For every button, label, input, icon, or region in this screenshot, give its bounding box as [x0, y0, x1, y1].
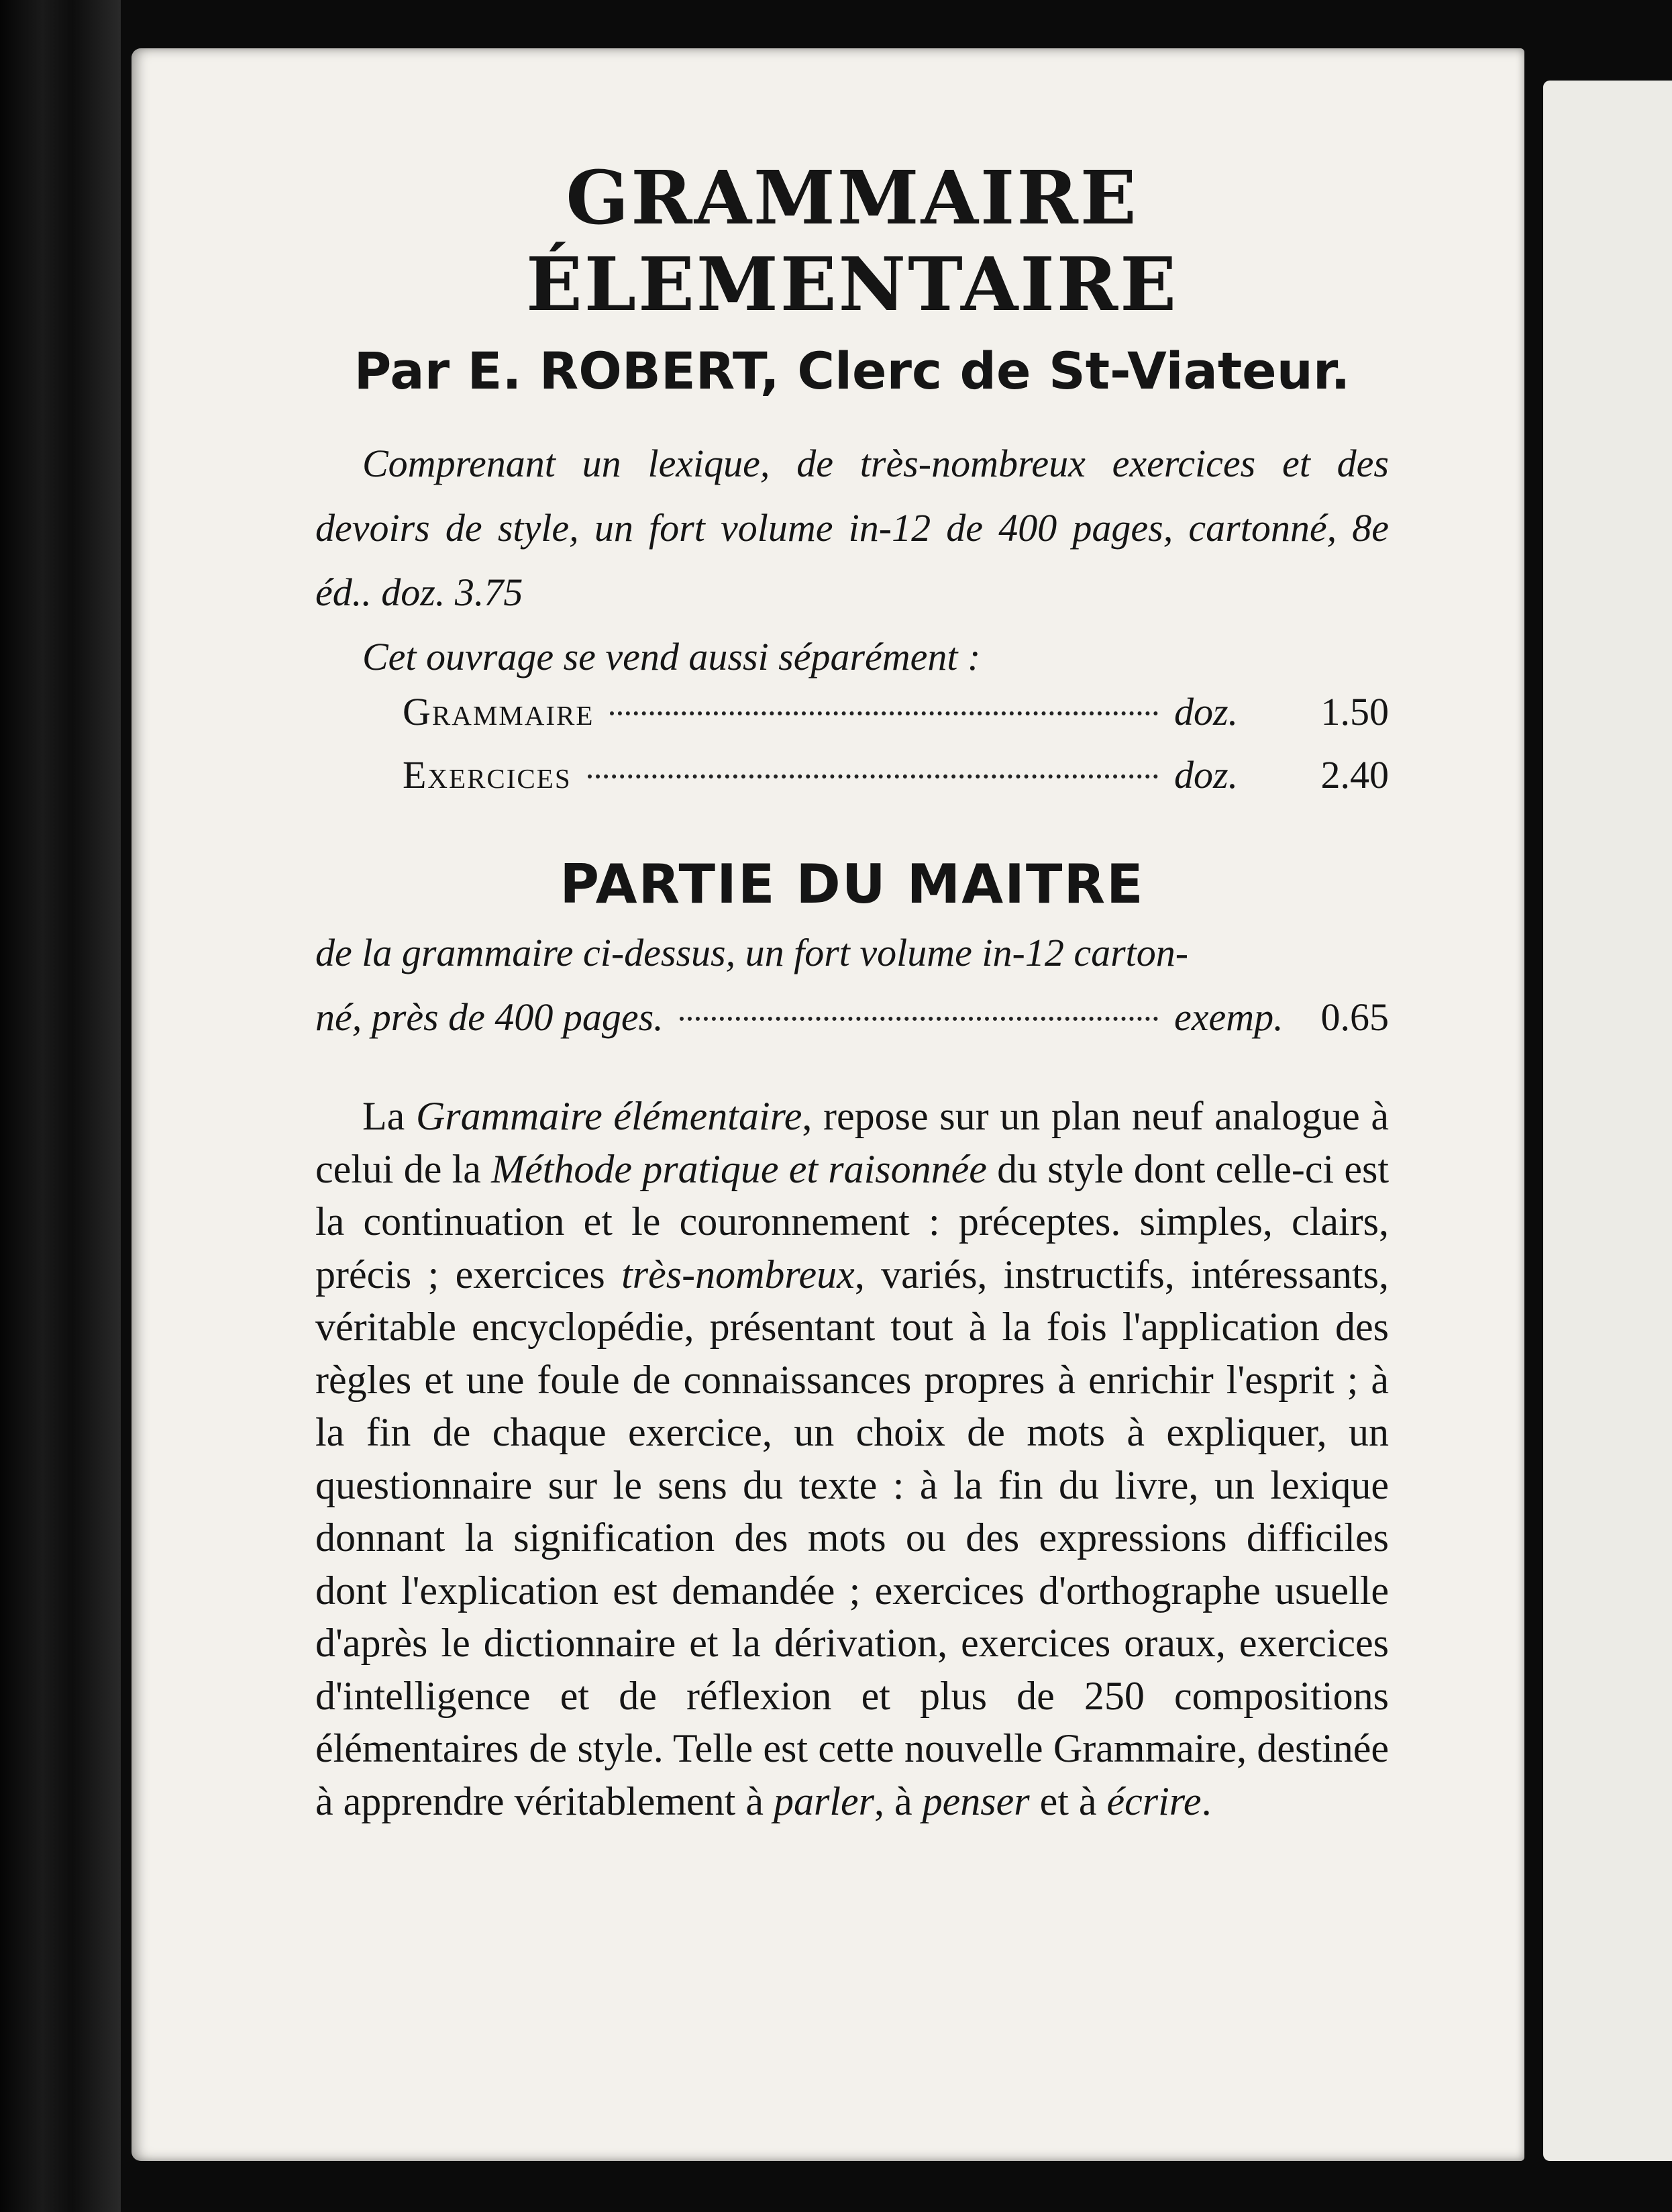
author-byline: Par E. ROBERT, Clerc de St-Viateur.: [354, 341, 1351, 401]
body-text: La: [362, 1094, 416, 1138]
price-item-name: Grammaire: [403, 690, 594, 734]
body-emphasis: écrire: [1106, 1778, 1202, 1823]
body-emphasis: très-nombreux: [621, 1252, 855, 1297]
dot-leader: [588, 774, 1158, 778]
teacher-description: de la grammaire ci-dessus, un fort volume in-12 carton-: [315, 931, 1189, 974]
price-value: 1.50: [1320, 690, 1389, 734]
body-text: du style dont celle-ci est la continuation et le couronnement : préceptes. simples, clairs, précis ; exercices: [315, 1146, 1389, 1297]
teacher-unit: exemp.: [1174, 995, 1284, 1039]
teacher-price: 0.65: [1320, 995, 1389, 1039]
separately-note: Cet ouvrage se vend aussi séparément :: [362, 635, 981, 678]
body-emphasis: penser: [922, 1778, 1030, 1823]
body-text: , à: [874, 1778, 923, 1823]
body-text: et à: [1029, 1778, 1107, 1823]
body-emphasis: parler: [773, 1778, 874, 1823]
dot-leader: [610, 711, 1158, 715]
body-text: .: [1201, 1778, 1212, 1823]
teacher-line-1: [315, 930, 1389, 995]
body-text: , repose sur un plan neuf analogue à celui de la: [315, 1094, 1390, 1191]
advertisement-text: [315, 154, 1389, 1827]
book-spine: [0, 0, 121, 2212]
body-emphasis: Méthode pratique et raisonnée: [491, 1146, 987, 1191]
body-text: , variés, instructifs, intéressants, véritable encyclopédie, présentant tout à la fois l'application des règles et une foule de connaissances propres à enrichir l'esprit ; à la fin de chaque exercice, un choix de mots à expliquer, un questionnaire sur le sens du texte : à la fin du livre, un lexique donnant la signification des mots ou des expressions difficiles dont l'explication est demandée ; exercices d'orthographe usuelle d'après le dictionnaire et la dérivation, exercices oraux, exercices d'intelligence et de réflexion et plus de 250 compositions élémentaires de style. Telle est cette nouvelle Grammaire, destinée à apprendre véritablement à: [315, 1252, 1389, 1823]
dot-leader: [680, 1017, 1158, 1021]
price-unit: doz.: [1174, 690, 1239, 734]
price-list: [315, 689, 1389, 815]
price-value: 2.40: [1320, 753, 1389, 797]
price-row: [315, 752, 1389, 815]
body-emphasis: Grammaire élémentaire: [415, 1094, 802, 1138]
price-unit: doz.: [1174, 753, 1239, 797]
book-description: Comprenant un lexique, de très-nombreux exercices et des devoirs de style, un fort volume in-12 de 400 pages, cartonné, 8e éd.. doz. 3.75: [315, 442, 1389, 614]
teacher-description-cont: né, près de 400 pages.: [315, 995, 664, 1039]
teacher-section-title: PARTIE DU MAITRE: [560, 853, 1145, 915]
facing-page-edge: [1543, 81, 1672, 2161]
body-paragraph: [315, 1090, 1389, 1827]
page-title: GRAMMAIRE ÉLEMENTAIRE: [525, 154, 1179, 328]
price-row: [315, 689, 1389, 752]
teacher-line-2: [315, 995, 1389, 1059]
price-item-name: Exercices: [403, 753, 572, 797]
